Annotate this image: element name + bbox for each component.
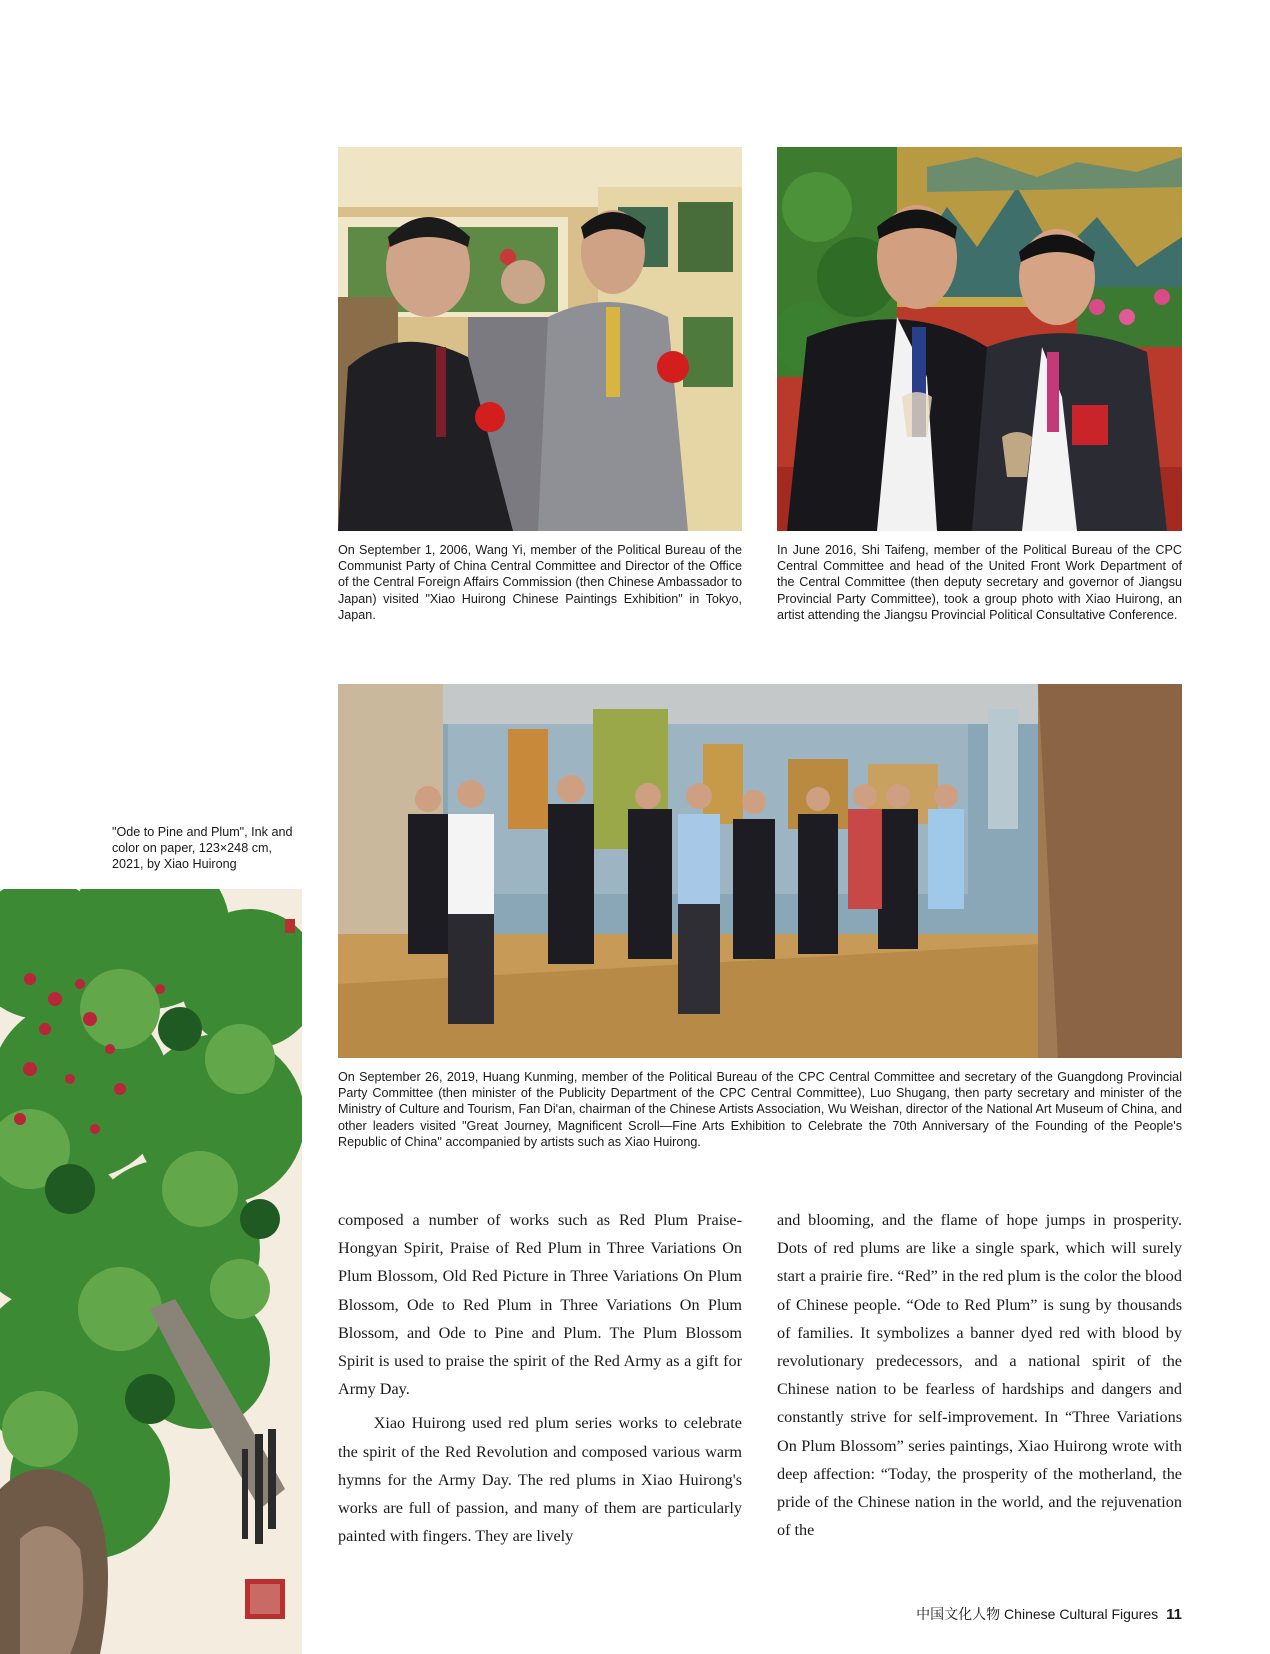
body-column-right [777, 1206, 1182, 1550]
photo-tokyo-exhibition [338, 147, 742, 531]
body-column-left [338, 1206, 742, 1556]
photo-jiangsu-group [777, 147, 1182, 531]
caption-jiangsu-group: In June 2016, Shi Taifeng, member of the Political Bureau of the CPC Central Committee and head of the United Front Work Department of the Central Committee (then deputy secretary and governor of Jiangsu Provincial Party Committee), took a group photo with Xiao Huirong, an artist attending the Jiangsu Provincial Political Consultative Conference. [777, 543, 1182, 622]
photo-gallery-visit [338, 684, 1182, 1058]
page-footer [916, 1604, 1182, 1624]
caption-gallery-visit: On September 26, 2019, Huang Kunming, member of the Political Bureau of the CPC Central Committee and secretary of the Guangdong Provincial Party Committee (then minister of the Publicity Department of the CPC Central Committee), Luo Shugang, then party secretary and minister of the Ministry of Culture and Tourism, Fan Di'an, chairman of the Chinese Artists Association, Wu Weishan, director of the National Art Museum of China, and other leaders visited "Great Journey, Magnificent Scroll—Fine Arts Exhibition to Celebrate the 70th Anniversary of the Founding of the People's Republic of China" accompanied by artists such as Xiao Huirong. [338, 1070, 1182, 1149]
magazine-name: 中国文化人物 Chinese Cultural Figures [916, 1606, 1159, 1622]
painting-caption: "Ode to Pine and Plum", Ink and color on paper, 123×248 cm, 2021, by Xiao Huirong [112, 825, 293, 872]
body-paragraph: composed a number of works such as Red Plum Praise-Hongyan Spirit, Praise of Red Plum in Three Variations On Plum Blossom, Old Red Picture in Three Variations On Plum Blossom, Ode to Red Plum in Three Variations On Plum Blossom, and Ode to Pine and Plum. The Plum Blossom Spirit is used to praise the spirit of the Red Army as a gift for Army Day. [338, 1211, 742, 1399]
page-number: 11 [1166, 1606, 1182, 1623]
body-paragraph: and blooming, and the flame of hope jumps in prosperity. Dots of red plums are like a single spark, which will surely start a prairie fire. “Red” in the red plum is the color the blood of Chinese people. “Ode to Red Plum” is sung by thousands of families. It symbolizes a banner dyed red with blood by revolutionary predecessors, and a national spirit of the Chinese nation to be fearless of hardships and dangers and constantly strive for self-improvement. In “Three Variations On Plum Blossom” series paintings, Xiao Huirong wrote with deep affection: “Today, the prosperity of the motherland, the pride of the Chinese nation in the world, and the rejuvenation of the [777, 1211, 1182, 1540]
painting-ode-to-pine-and-plum [0, 889, 302, 1654]
caption-tokyo-exhibition: On September 1, 2006, Wang Yi, member of the Political Bureau of the Communist Party of China Central Committee and Director of the Office of the Central Foreign Affairs Commission (then Chinese Ambassador to Japan) visited "Xiao Huirong Chinese Paintings Exhibition" in Tokyo, Japan. [338, 543, 742, 622]
body-paragraph: Xiao Huirong used red plum series works to celebrate the spirit of the Red Revolution and composed various warm hymns for the Army Day. The red plums in Xiao Huirong's works are full of passion, and many of them are particularly painted with fingers. They are lively [338, 1414, 742, 1546]
